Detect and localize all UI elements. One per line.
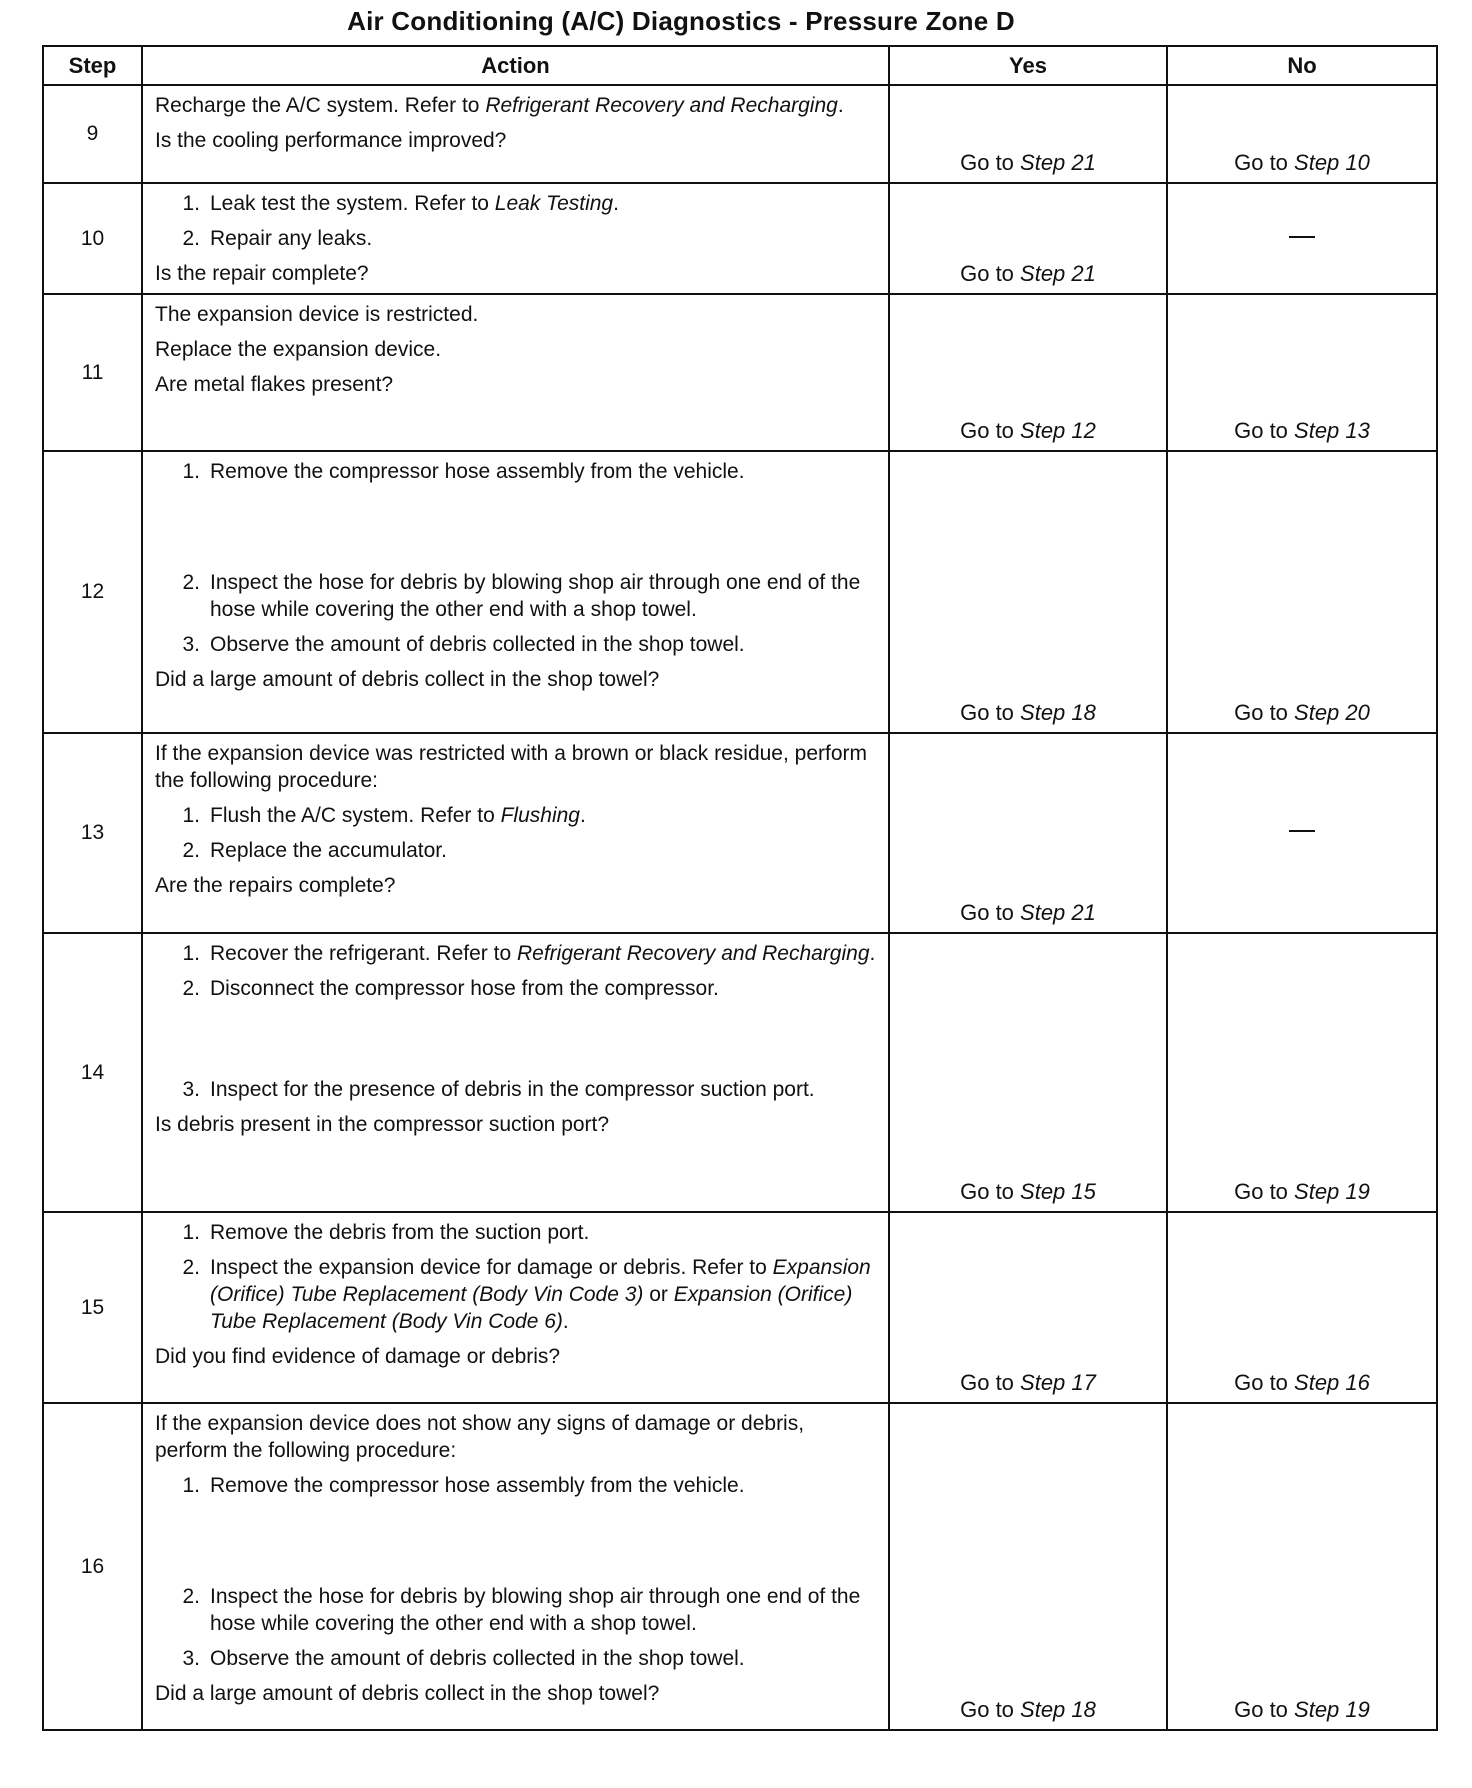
action-cell <box>142 1403 889 1730</box>
no-cell: Go to Step 13 <box>1167 294 1437 451</box>
reference-link: Leak Testing <box>494 192 614 215</box>
action-question: Are metal flakes present? <box>155 373 394 396</box>
list-item: 1. Leak test the system. Refer to Leak Testing. <box>182 192 619 215</box>
action-question: Is debris present in the compressor suction port? <box>155 1113 610 1136</box>
no-cell <box>1167 183 1437 294</box>
list-item: 2. Repair any leaks. <box>182 227 373 250</box>
action-text: Replace the expansion device. <box>155 338 442 361</box>
action-cell <box>142 85 889 183</box>
table-header-row <box>43 46 1437 85</box>
action-text: Recharge the A/C system. Refer to Refrigerant Recovery and Recharging. <box>155 94 844 117</box>
table-row <box>43 1403 1437 1730</box>
list-item: 3. Inspect for the presence of debris in the compressor suction port. <box>182 1078 815 1101</box>
action-question: Is the repair complete? <box>155 262 369 285</box>
list-item: 3. Observe the amount of debris collected in the shop towel. <box>182 633 745 656</box>
list-item: 3. Observe the amount of debris collected in the shop towel. <box>182 1647 745 1670</box>
table-row <box>43 933 1437 1212</box>
header-step: Step <box>43 46 142 85</box>
list-item: 1. Recover the refrigerant. Refer to Refrigerant Recovery and Recharging. <box>182 942 876 965</box>
action-cell <box>142 451 889 733</box>
action-cell <box>142 933 889 1212</box>
yes-cell: Go to Step 21 <box>889 183 1167 294</box>
no-cell <box>1167 733 1437 933</box>
reference-link: Refrigerant Recovery and Recharging <box>485 94 838 117</box>
action-question: Did you find evidence of damage or debris? <box>155 1345 561 1368</box>
table-row <box>43 294 1437 451</box>
reference-link: Flushing <box>500 804 580 827</box>
step-number: 14 <box>43 933 142 1212</box>
yes-cell: Go to Step 17 <box>889 1212 1167 1403</box>
table-row <box>43 451 1437 733</box>
action-text: The expansion device is restricted. <box>155 303 479 326</box>
action-text: If the expansion device was restricted with a brown or black residue, perform the following procedure: <box>155 742 868 792</box>
list-item: 1. Remove the compressor hose assembly from the vehicle. <box>182 1474 745 1497</box>
no-cell: Go to Step 10 <box>1167 85 1437 183</box>
list-item: 2. Replace the accumulator. <box>182 839 447 862</box>
action-cell <box>142 1212 889 1403</box>
list-item: 2. Inspect the hose for debris by blowing shop air through one end of the hose while covering the other end with a shop towel. <box>182 1585 861 1635</box>
list-item: 1. Remove the debris from the suction port. <box>182 1221 590 1244</box>
step-number: 16 <box>43 1403 142 1730</box>
reference-link: Expansion (Orifice) Tube Replacement (Body Vin Code 6) <box>210 1283 853 1333</box>
table-row <box>43 733 1437 933</box>
step-number: 11 <box>43 294 142 451</box>
table-row <box>43 1212 1437 1403</box>
step-number: 9 <box>43 85 142 183</box>
step-number: 15 <box>43 1212 142 1403</box>
action-question: Is the cooling performance improved? <box>155 129 507 152</box>
step-number: 12 <box>43 451 142 733</box>
yes-cell: Go to Step 15 <box>889 933 1167 1212</box>
action-text: If the expansion device does not show any signs of damage or debris, perform the following procedure: <box>155 1412 805 1462</box>
list-item: 1. Remove the compressor hose assembly from the vehicle. <box>182 460 745 483</box>
yes-cell: Go to Step 18 <box>889 1403 1167 1730</box>
yes-cell: Go to Step 21 <box>889 85 1167 183</box>
action-cell <box>142 294 889 451</box>
yes-cell: Go to Step 21 <box>889 733 1167 933</box>
header-action: Action <box>142 46 889 85</box>
table-row <box>43 183 1437 294</box>
action-cell <box>142 733 889 933</box>
diagnostics-table <box>42 45 1438 1731</box>
reference-link: Refrigerant Recovery and Recharging <box>516 942 870 965</box>
yes-cell: Go to Step 18 <box>889 451 1167 733</box>
header-no: No <box>1167 46 1437 85</box>
no-cell: Go to Step 16 <box>1167 1212 1437 1403</box>
table-row <box>43 85 1437 183</box>
yes-cell: Go to Step 12 <box>889 294 1167 451</box>
action-question: Did a large amount of debris collect in the shop towel? <box>155 1682 660 1705</box>
reference-link: Expansion (Orifice) Tube Replacement (Body Vin Code 3) <box>210 1256 871 1306</box>
action-question: Did a large amount of debris collect in the shop towel? <box>155 668 660 691</box>
no-cell: Go to Step 19 <box>1167 933 1437 1212</box>
step-number: 13 <box>43 733 142 933</box>
page-title: Air Conditioning (A/C) Diagnostics - Pressure Zone D <box>347 6 1015 36</box>
no-cell: Go to Step 20 <box>1167 451 1437 733</box>
list-item: 1. Flush the A/C system. Refer to Flushing. <box>182 804 586 827</box>
list-item: 2. Disconnect the compressor hose from the compressor. <box>182 977 719 1000</box>
step-number: 10 <box>43 183 142 294</box>
dash-mark <box>1289 236 1315 238</box>
action-question: Are the repairs complete? <box>155 874 396 897</box>
list-item: 2. Inspect the expansion device for damage or debris. Refer to Expansion (Orifice) Tube Replacement (Body Vin Code 3) or Expansion (Orifice) Tube Replacement (Body Vin Code 6). <box>182 1256 871 1333</box>
header-yes: Yes <box>889 46 1167 85</box>
no-cell: Go to Step 19 <box>1167 1403 1437 1730</box>
list-item: 2. Inspect the hose for debris by blowing shop air through one end of the hose while covering the other end with a shop towel. <box>182 571 861 621</box>
action-cell <box>142 183 889 294</box>
dash-mark <box>1289 830 1315 832</box>
